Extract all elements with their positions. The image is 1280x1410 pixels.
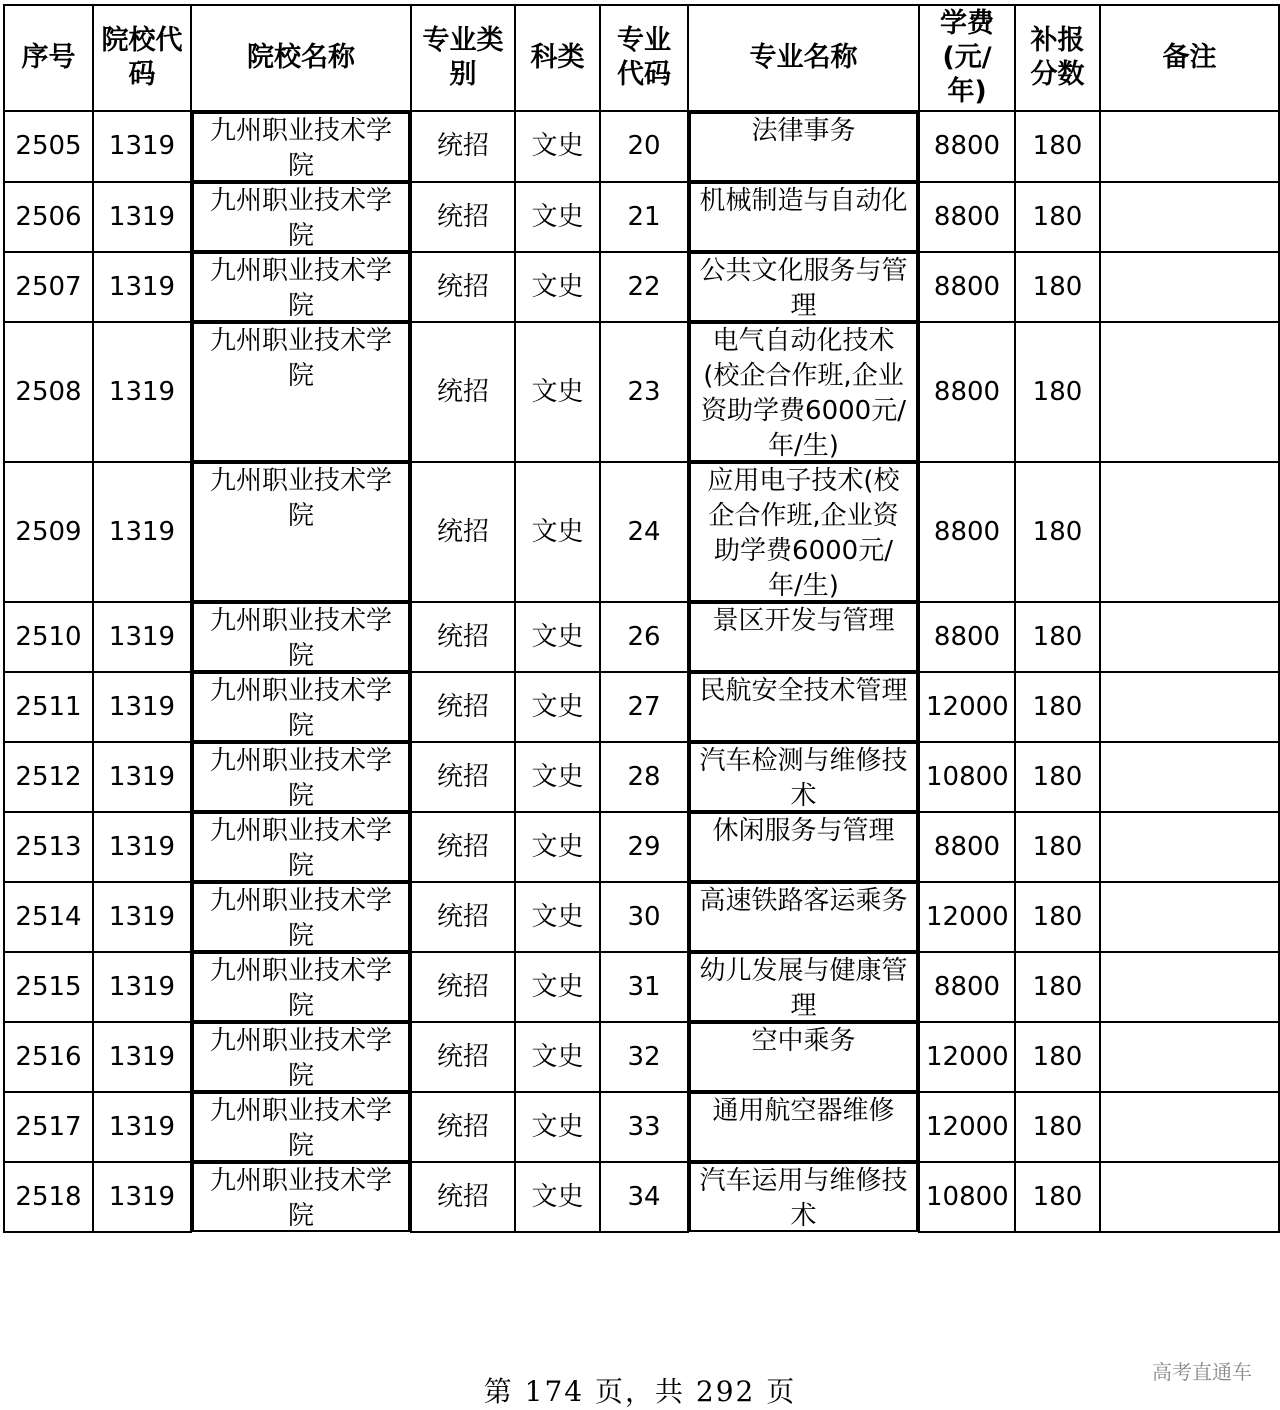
cell-major-name: 汽车检测与维修技术	[689, 742, 918, 812]
cell-seq: 2512	[4, 742, 93, 812]
table-row	[4, 952, 1279, 1022]
table-row	[4, 882, 1279, 952]
cell-school-code: 1319	[93, 672, 191, 742]
cell-score: 180	[1015, 462, 1100, 602]
cell-major-code: 26	[600, 602, 688, 672]
cell-school-code: 1319	[93, 252, 191, 322]
cell-remark	[1100, 742, 1279, 812]
cell-subject: 文史	[515, 322, 600, 462]
header-remark: 备注	[1100, 5, 1279, 111]
cell-school-code: 1319	[93, 742, 191, 812]
cell-score: 180	[1015, 322, 1100, 462]
cell-subject: 文史	[515, 1092, 600, 1162]
cell-major-code: 32	[600, 1022, 688, 1092]
cell-school-name: 九州职业技术学院	[192, 742, 410, 812]
cell-school-name: 九州职业技术学院	[192, 1092, 410, 1162]
cell-seq: 2518	[4, 1162, 93, 1232]
cell-fee: 8800	[919, 111, 1015, 182]
cell-score: 180	[1015, 1022, 1100, 1092]
cell-major-code: 20	[600, 111, 688, 182]
cell-major-code: 33	[600, 1092, 688, 1162]
cell-subject: 文史	[515, 882, 600, 952]
cell-seq: 2515	[4, 952, 93, 1022]
cell-school-code: 1319	[93, 812, 191, 882]
cell-school-code: 1319	[93, 952, 191, 1022]
cell-fee: 12000	[919, 1092, 1015, 1162]
cell-remark	[1100, 952, 1279, 1022]
table-row	[4, 1162, 1279, 1232]
cell-school-code: 1319	[93, 602, 191, 672]
cell-score: 180	[1015, 182, 1100, 252]
cell-major-name: 空中乘务	[689, 1022, 918, 1092]
cell-category: 统招	[411, 322, 515, 462]
cell-major-code: 27	[600, 672, 688, 742]
header-school-code: 院校代码	[93, 5, 191, 111]
cell-major-name: 应用电子技术(校企合作班,企业资助学费6000元/年/生)	[689, 462, 918, 602]
cell-seq: 2506	[4, 182, 93, 252]
cell-remark	[1100, 252, 1279, 322]
cell-major-name: 景区开发与管理	[689, 602, 918, 672]
table-row	[4, 1022, 1279, 1092]
table-header-row	[4, 5, 1279, 111]
cell-major-name: 汽车运用与维修技术	[689, 1162, 918, 1232]
cell-school-code: 1319	[93, 1162, 191, 1232]
cell-school-name: 九州职业技术学院	[192, 812, 410, 882]
cell-school-code: 1319	[93, 182, 191, 252]
cell-subject: 文史	[515, 182, 600, 252]
cell-remark	[1100, 1092, 1279, 1162]
cell-score: 180	[1015, 672, 1100, 742]
cell-school-name: 九州职业技术学院	[192, 322, 410, 462]
header-major-name: 专业名称	[688, 5, 919, 111]
cell-major-name: 高速铁路客运乘务	[689, 882, 918, 952]
cell-remark	[1100, 322, 1279, 462]
cell-fee: 8800	[919, 602, 1015, 672]
cell-school-code: 1319	[93, 111, 191, 182]
cell-fee: 10800	[919, 1162, 1015, 1232]
cell-major-name: 休闲服务与管理	[689, 812, 918, 882]
cell-school-code: 1319	[93, 462, 191, 602]
cell-school-code: 1319	[93, 1092, 191, 1162]
cell-school-name: 九州职业技术学院	[192, 462, 410, 602]
cell-fee: 12000	[919, 672, 1015, 742]
cell-category: 统招	[411, 1022, 515, 1092]
cell-category: 统招	[411, 882, 515, 952]
cell-seq: 2505	[4, 111, 93, 182]
cell-category: 统招	[411, 812, 515, 882]
cell-major-name: 机械制造与自动化	[689, 182, 918, 252]
cell-seq: 2513	[4, 812, 93, 882]
cell-score: 180	[1015, 742, 1100, 812]
cell-major-code: 24	[600, 462, 688, 602]
cell-subject: 文史	[515, 812, 600, 882]
cell-fee: 8800	[919, 252, 1015, 322]
cell-fee: 8800	[919, 322, 1015, 462]
table-row	[4, 1092, 1279, 1162]
page-footer: 第 174 页，共 292 页	[483, 1375, 797, 1408]
cell-major-name: 幼儿发展与健康管理	[689, 952, 918, 1022]
cell-fee: 12000	[919, 1022, 1015, 1092]
cell-seq: 2508	[4, 322, 93, 462]
cell-remark	[1100, 462, 1279, 602]
cell-school-name: 九州职业技术学院	[192, 1162, 410, 1232]
cell-major-code: 23	[600, 322, 688, 462]
cell-major-name: 电气自动化技术(校企合作班,企业资助学费6000元/年/生)	[689, 322, 918, 462]
cell-subject: 文史	[515, 462, 600, 602]
cell-seq: 2509	[4, 462, 93, 602]
cell-major-code: 21	[600, 182, 688, 252]
admission-table	[3, 4, 1280, 1233]
cell-seq: 2514	[4, 882, 93, 952]
cell-major-name: 法律事务	[689, 112, 918, 182]
table-row	[4, 742, 1279, 812]
table-body	[4, 111, 1279, 1232]
cell-major-code: 28	[600, 742, 688, 812]
cell-category: 统招	[411, 1092, 515, 1162]
header-subject: 科类	[515, 5, 600, 111]
table-row	[4, 812, 1279, 882]
cell-score: 180	[1015, 111, 1100, 182]
cell-seq: 2507	[4, 252, 93, 322]
cell-category: 统招	[411, 952, 515, 1022]
cell-subject: 文史	[515, 742, 600, 812]
table-row	[4, 111, 1279, 182]
cell-school-name: 九州职业技术学院	[192, 882, 410, 952]
cell-remark	[1100, 882, 1279, 952]
cell-major-name: 通用航空器维修	[689, 1092, 918, 1162]
cell-score: 180	[1015, 1162, 1100, 1232]
cell-school-name: 九州职业技术学院	[192, 252, 410, 322]
cell-seq: 2516	[4, 1022, 93, 1092]
cell-school-name: 九州职业技术学院	[192, 952, 410, 1022]
cell-remark	[1100, 672, 1279, 742]
table-row	[4, 602, 1279, 672]
table-row	[4, 672, 1279, 742]
cell-remark	[1100, 812, 1279, 882]
cell-subject: 文史	[515, 952, 600, 1022]
header-seq: 序号	[4, 5, 93, 111]
cell-subject: 文史	[515, 252, 600, 322]
cell-remark	[1100, 1022, 1279, 1092]
cell-fee: 8800	[919, 812, 1015, 882]
table-row	[4, 322, 1279, 462]
cell-seq: 2510	[4, 602, 93, 672]
cell-category: 统招	[411, 111, 515, 182]
cell-fee: 8800	[919, 462, 1015, 602]
cell-category: 统招	[411, 602, 515, 672]
table-row	[4, 252, 1279, 322]
cell-remark	[1100, 1162, 1279, 1232]
header-category: 专业类别	[411, 5, 515, 111]
cell-score: 180	[1015, 882, 1100, 952]
cell-major-name: 民航安全技术管理	[689, 672, 918, 742]
cell-score: 180	[1015, 1092, 1100, 1162]
cell-subject: 文史	[515, 1162, 600, 1232]
cell-school-code: 1319	[93, 1022, 191, 1092]
cell-school-name: 九州职业技术学院	[192, 182, 410, 252]
table-row	[4, 182, 1279, 252]
cell-fee: 8800	[919, 952, 1015, 1022]
header-major-code: 专业代码	[600, 5, 688, 111]
cell-major-code: 34	[600, 1162, 688, 1232]
cell-remark	[1100, 182, 1279, 252]
cell-major-code: 31	[600, 952, 688, 1022]
cell-category: 统招	[411, 742, 515, 812]
header-score: 补报分数	[1015, 5, 1100, 111]
cell-category: 统招	[411, 462, 515, 602]
cell-subject: 文史	[515, 111, 600, 182]
cell-major-name: 公共文化服务与管理	[689, 252, 918, 322]
cell-school-code: 1319	[93, 322, 191, 462]
header-school-name: 院校名称	[191, 5, 411, 111]
cell-school-name: 九州职业技术学院	[192, 112, 410, 182]
table-row	[4, 462, 1279, 602]
cell-category: 统招	[411, 1162, 515, 1232]
header-fee: 学费(元/年)	[919, 5, 1015, 111]
cell-category: 统招	[411, 182, 515, 252]
cell-score: 180	[1015, 252, 1100, 322]
cell-school-name: 九州职业技术学院	[192, 1022, 410, 1092]
cell-fee: 12000	[919, 882, 1015, 952]
cell-category: 统招	[411, 672, 515, 742]
cell-fee: 10800	[919, 742, 1015, 812]
cell-fee: 8800	[919, 182, 1015, 252]
cell-remark	[1100, 602, 1279, 672]
cell-seq: 2511	[4, 672, 93, 742]
watermark: 高考直通车	[1152, 1360, 1252, 1384]
cell-seq: 2517	[4, 1092, 93, 1162]
cell-subject: 文史	[515, 1022, 600, 1092]
cell-score: 180	[1015, 952, 1100, 1022]
cell-subject: 文史	[515, 672, 600, 742]
cell-major-code: 30	[600, 882, 688, 952]
cell-major-code: 29	[600, 812, 688, 882]
cell-score: 180	[1015, 602, 1100, 672]
cell-remark	[1100, 111, 1279, 182]
cell-school-name: 九州职业技术学院	[192, 602, 410, 672]
cell-score: 180	[1015, 812, 1100, 882]
cell-school-code: 1319	[93, 882, 191, 952]
cell-school-name: 九州职业技术学院	[192, 672, 410, 742]
cell-major-code: 22	[600, 252, 688, 322]
cell-category: 统招	[411, 252, 515, 322]
cell-subject: 文史	[515, 602, 600, 672]
